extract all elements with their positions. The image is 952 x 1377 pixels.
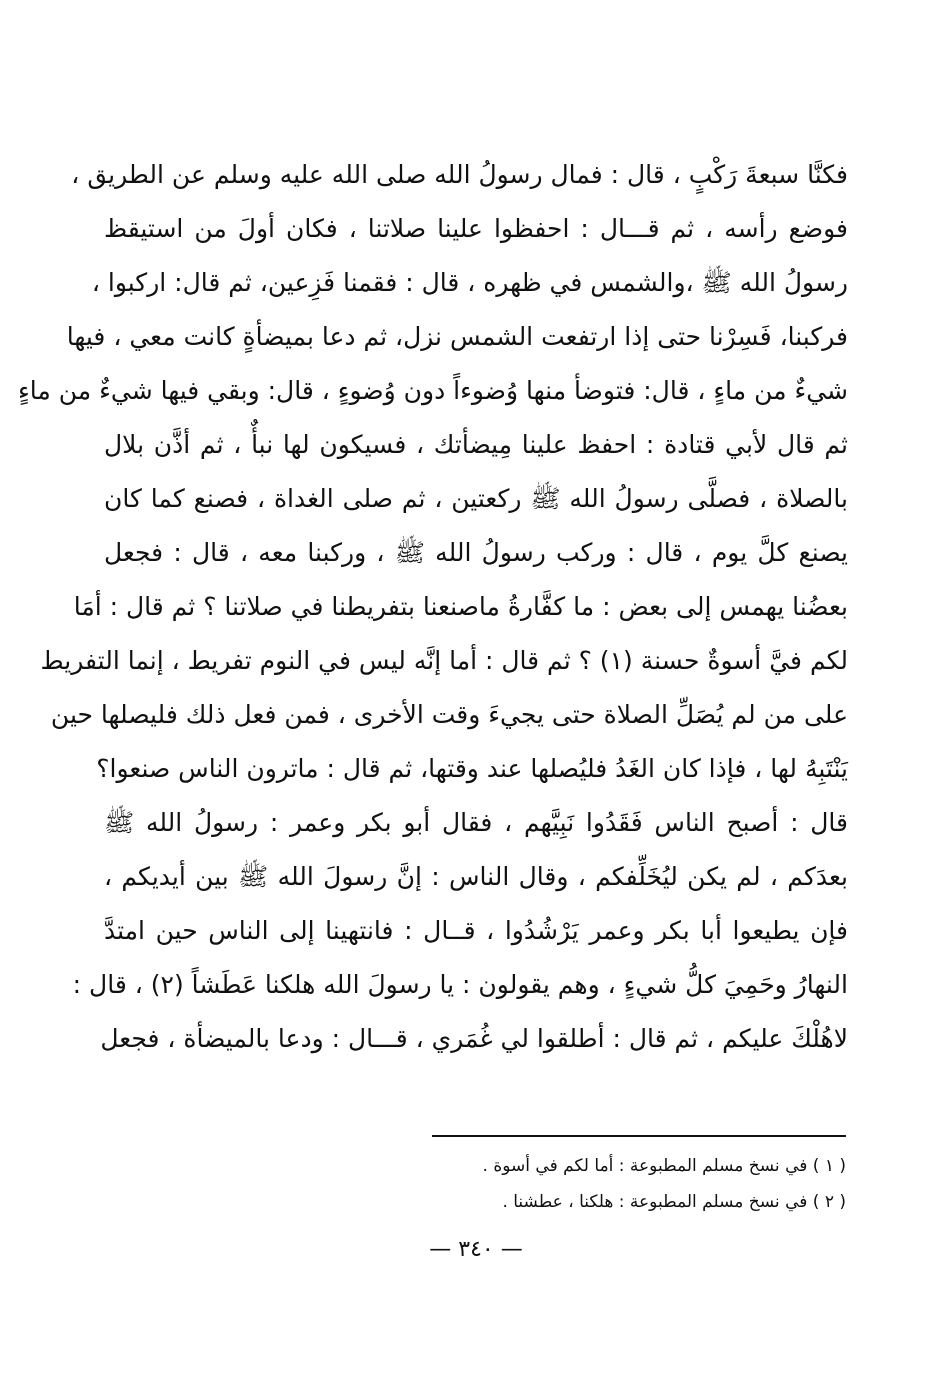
page-number: — ٣٤٠ — [429,1237,523,1262]
text-line: بعدَكم ، لم يكن ليُخَلِّفكم ، وقال الناس : إنَّ رسولَ الله ﷺ بين أيديكم ، [104,862,848,891]
text-line: فإن يطيعوا أبا بكر وعمر يَرْشُدُوا ، قــال : فانتهينا إلى الناس حين امتدَّ [104,916,848,945]
footnote-divider [432,1135,846,1137]
footnotes-block [300,1148,846,1220]
text-line: على من لم يُصَلِّ الصلاة حتى يجيءَ وقت الأخرى ، فمن فعل ذلك فليصلها حين [50,700,848,729]
text-line: ثم قال لأبي قتادة : احفظ علينا مِيضأتك ، فسيكون لها نبأٌ ، ثم أذَّن بلال [104,430,848,459]
text-line: فركبنا، فَسِرْنا حتى إذا ارتفعت الشمس نزل، ثم دعا بميضأةٍ كانت معي ، فيها [66,322,848,351]
text-line: لاهُلْكَ عليكم ، ثم قال : أطلقوا لي غُمَري ، قـــال : ودعا بالميضأة ، فجعل [100,1024,848,1053]
main-text-block [18,148,848,1066]
text-line: شيءٌ من ماءٍ ، قال: فتوضأ منها وُضوءاً دون وُضوءٍ ، قال: وبقي فيها شيءٌ من ماءٍ [18,376,848,405]
text-line: قال : أصبح الناس فَقَدُوا نَبِيَّهم ، فقال أبو بكر وعمر : رسولُ الله ﷺ [104,808,848,837]
text-line: يصنع كلَّ يوم ، قال : وركب رسولُ الله ﷺ ، وركبنا معه ، قال : فجعل [104,538,848,567]
text-line: رسولُ الله ﷺ ،والشمس في ظهره ، قال : فقمنا فَزِعين، ثم قال: اركبوا ، [91,268,848,297]
text-line: يَنْتَبِهُ لها ، فإذا كان الغَدُ فليُصلها عند وقتها، ثم قال : ماترون الناس صنعوا؟ [96,754,848,783]
text-line: النهارُ وحَمِيَ كلُّ شيءٍ ، وهم يقولون : يا رسولَ الله هلكنا عَطَشاً (٢) ، قال : [72,970,848,999]
text-line: بعضُنا يهمس إلى بعض : ما كفَّارةُ ماصنعنا بتفريطنا في صلاتنا ؟ ثم قال : أمَا [73,592,848,621]
text-line: بالصلاة ، فصلَّى رسولُ الله ﷺ ركعتين ، ثم صلى الغداة ، فصنع كما كان [104,484,848,513]
footnote-1: ( ١ ) في نسخ مسلم المطبوعة : أما لكم في أسوة . [482,1156,846,1176]
text-line: فوضع رأسه ، ثم قـــال : احفظوا علينا صلاتنا ، فكان أولَ من استيقظ [104,214,848,243]
footnote-2: ( ٢ ) في نسخ مسلم المطبوعة : هلكنا ، عطشنا . [502,1192,846,1212]
text-line: لكم فيَّ أسوةٌ حسنة (١) ؟ ثم قال : أما إنَّه ليس في النوم تفريط ، إنما التفريط [40,646,848,675]
text-line: فكنَّا سبعةَ رَكْبٍ ، قال : فمال رسولُ الله صلى الله عليه وسلم عن الطريق ، [71,160,848,189]
